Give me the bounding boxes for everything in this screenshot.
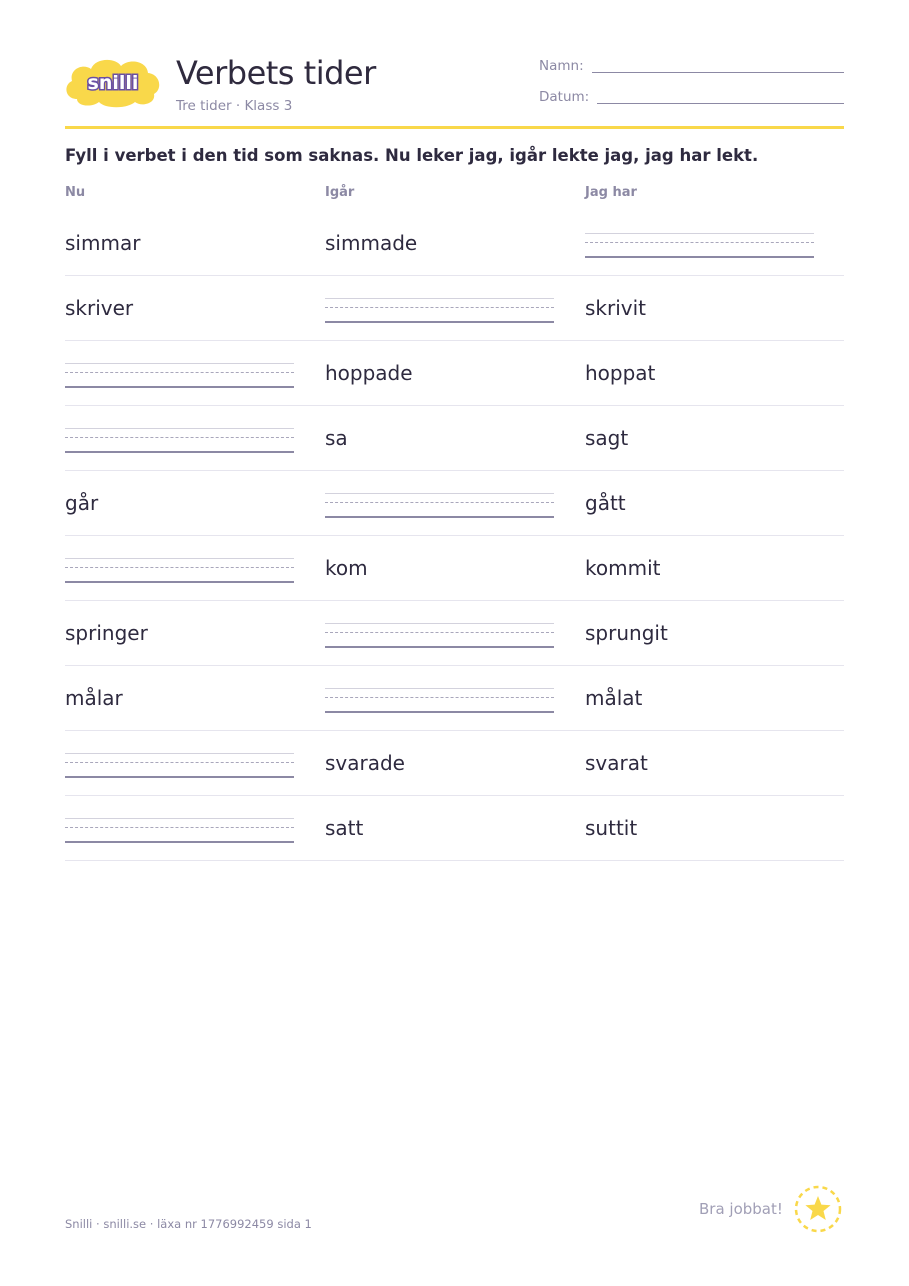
cell-igar <box>325 341 555 405</box>
date-field[interactable] <box>597 103 844 104</box>
writing-line <box>65 818 294 819</box>
cell-nu <box>65 211 295 275</box>
table-row <box>65 341 844 406</box>
writing-line <box>325 307 554 308</box>
cell-nu <box>65 666 295 730</box>
table-row <box>65 601 844 666</box>
cell-igar <box>325 471 555 535</box>
cell-igar <box>325 276 555 340</box>
table-row <box>65 666 844 731</box>
verb-word: kommit <box>585 556 661 580</box>
writing-line <box>65 581 294 583</box>
date-label: Datum: <box>539 89 590 105</box>
writing-line <box>65 762 294 763</box>
verb-word: sprungit <box>585 621 668 645</box>
verb-word: springer <box>65 621 148 645</box>
instructions: Fyll i verbet i den tid som saknas. Nu leker jag, igår lekte jag, jag har lekt. <box>65 146 759 165</box>
writing-line <box>325 493 554 494</box>
answer-blank[interactable] <box>325 688 554 714</box>
answer-blank[interactable] <box>65 363 294 389</box>
writing-line <box>65 451 294 453</box>
verb-word: sagt <box>585 426 629 450</box>
writing-line <box>65 437 294 438</box>
verb-word: suttit <box>585 816 638 840</box>
cell-jag-har <box>585 406 815 470</box>
writing-line <box>325 688 554 689</box>
cell-jag-har <box>585 666 815 730</box>
verb-word: skrivit <box>585 296 647 320</box>
answer-blank[interactable] <box>65 558 294 584</box>
verb-word: gått <box>585 491 626 515</box>
cell-jag-har <box>585 601 815 665</box>
page-title: Verbets tider <box>176 54 376 92</box>
name-label: Namn: <box>539 58 584 74</box>
verb-word: svarade <box>325 751 405 775</box>
writing-line <box>325 632 554 633</box>
writing-line <box>585 233 814 234</box>
writing-line <box>65 558 294 559</box>
table-row <box>65 276 844 341</box>
star-icon <box>793 1184 843 1234</box>
writing-line <box>325 516 554 518</box>
writing-line <box>65 363 294 364</box>
cell-jag-har <box>585 471 815 535</box>
verb-word: sa <box>325 426 348 450</box>
cell-jag-har <box>585 731 815 795</box>
cell-jag-har <box>585 276 815 340</box>
answer-blank[interactable] <box>325 623 554 649</box>
table-row <box>65 211 844 276</box>
answer-blank[interactable] <box>585 233 814 259</box>
table-row <box>65 406 844 471</box>
writing-line <box>65 567 294 568</box>
column-header-jag-har: Jag har <box>585 185 637 200</box>
cell-igar <box>325 406 555 470</box>
page-subtitle: Tre tider · Klass 3 <box>176 98 293 114</box>
cell-igar <box>325 536 555 600</box>
column-header-nu: Nu <box>65 185 86 200</box>
verb-word: satt <box>325 816 364 840</box>
writing-line <box>65 372 294 373</box>
writing-line <box>325 711 554 713</box>
verb-word: kom <box>325 556 368 580</box>
answer-blank[interactable] <box>65 753 294 779</box>
verb-table <box>65 211 844 861</box>
writing-line <box>65 386 294 388</box>
writing-line <box>65 776 294 778</box>
cell-nu <box>65 601 295 665</box>
writing-line <box>65 428 294 429</box>
footer-info: Snilli · snilli.se · läxa nr 1776992459 sida 1 <box>65 1217 312 1231</box>
cell-jag-har <box>585 211 815 275</box>
cell-nu <box>65 796 295 860</box>
cell-nu <box>65 471 295 535</box>
verb-word: går <box>65 491 99 515</box>
table-row <box>65 731 844 796</box>
verb-word: målat <box>585 686 643 710</box>
logo-text: snilli <box>87 72 139 94</box>
cell-igar <box>325 796 555 860</box>
answer-blank[interactable] <box>325 298 554 324</box>
writing-line <box>325 298 554 299</box>
header-divider <box>65 126 844 129</box>
verb-word: hoppade <box>325 361 413 385</box>
writing-line <box>585 256 814 258</box>
verb-word: simmade <box>325 231 418 255</box>
writing-line <box>65 827 294 828</box>
answer-blank[interactable] <box>65 428 294 454</box>
table-row <box>65 796 844 861</box>
writing-line <box>325 697 554 698</box>
verb-word: målar <box>65 686 123 710</box>
writing-line <box>325 623 554 624</box>
writing-line <box>585 242 814 243</box>
verb-word: hoppat <box>585 361 656 385</box>
cell-jag-har <box>585 341 815 405</box>
cell-jag-har <box>585 796 815 860</box>
writing-line <box>325 502 554 503</box>
cell-igar <box>325 666 555 730</box>
cell-igar <box>325 731 555 795</box>
table-row <box>65 536 844 601</box>
answer-blank[interactable] <box>325 493 554 519</box>
cell-igar <box>325 211 555 275</box>
cell-nu <box>65 731 295 795</box>
writing-line <box>65 753 294 754</box>
cell-nu <box>65 406 295 470</box>
verb-word: simmar <box>65 231 141 255</box>
verb-word: svarat <box>585 751 648 775</box>
table-row <box>65 471 844 536</box>
cell-jag-har <box>585 536 815 600</box>
verb-word: skriver <box>65 296 134 320</box>
cell-nu <box>65 341 295 405</box>
writing-line <box>65 841 294 843</box>
name-field[interactable] <box>592 72 844 73</box>
cell-igar <box>325 601 555 665</box>
answer-blank[interactable] <box>65 818 294 844</box>
snilli-logo <box>63 55 163 109</box>
cell-nu <box>65 536 295 600</box>
writing-line <box>325 646 554 648</box>
praise-text: Bra jobbat! <box>699 1200 783 1218</box>
column-header-igar: Igår <box>325 185 355 200</box>
writing-line <box>325 321 554 323</box>
cell-nu <box>65 276 295 340</box>
